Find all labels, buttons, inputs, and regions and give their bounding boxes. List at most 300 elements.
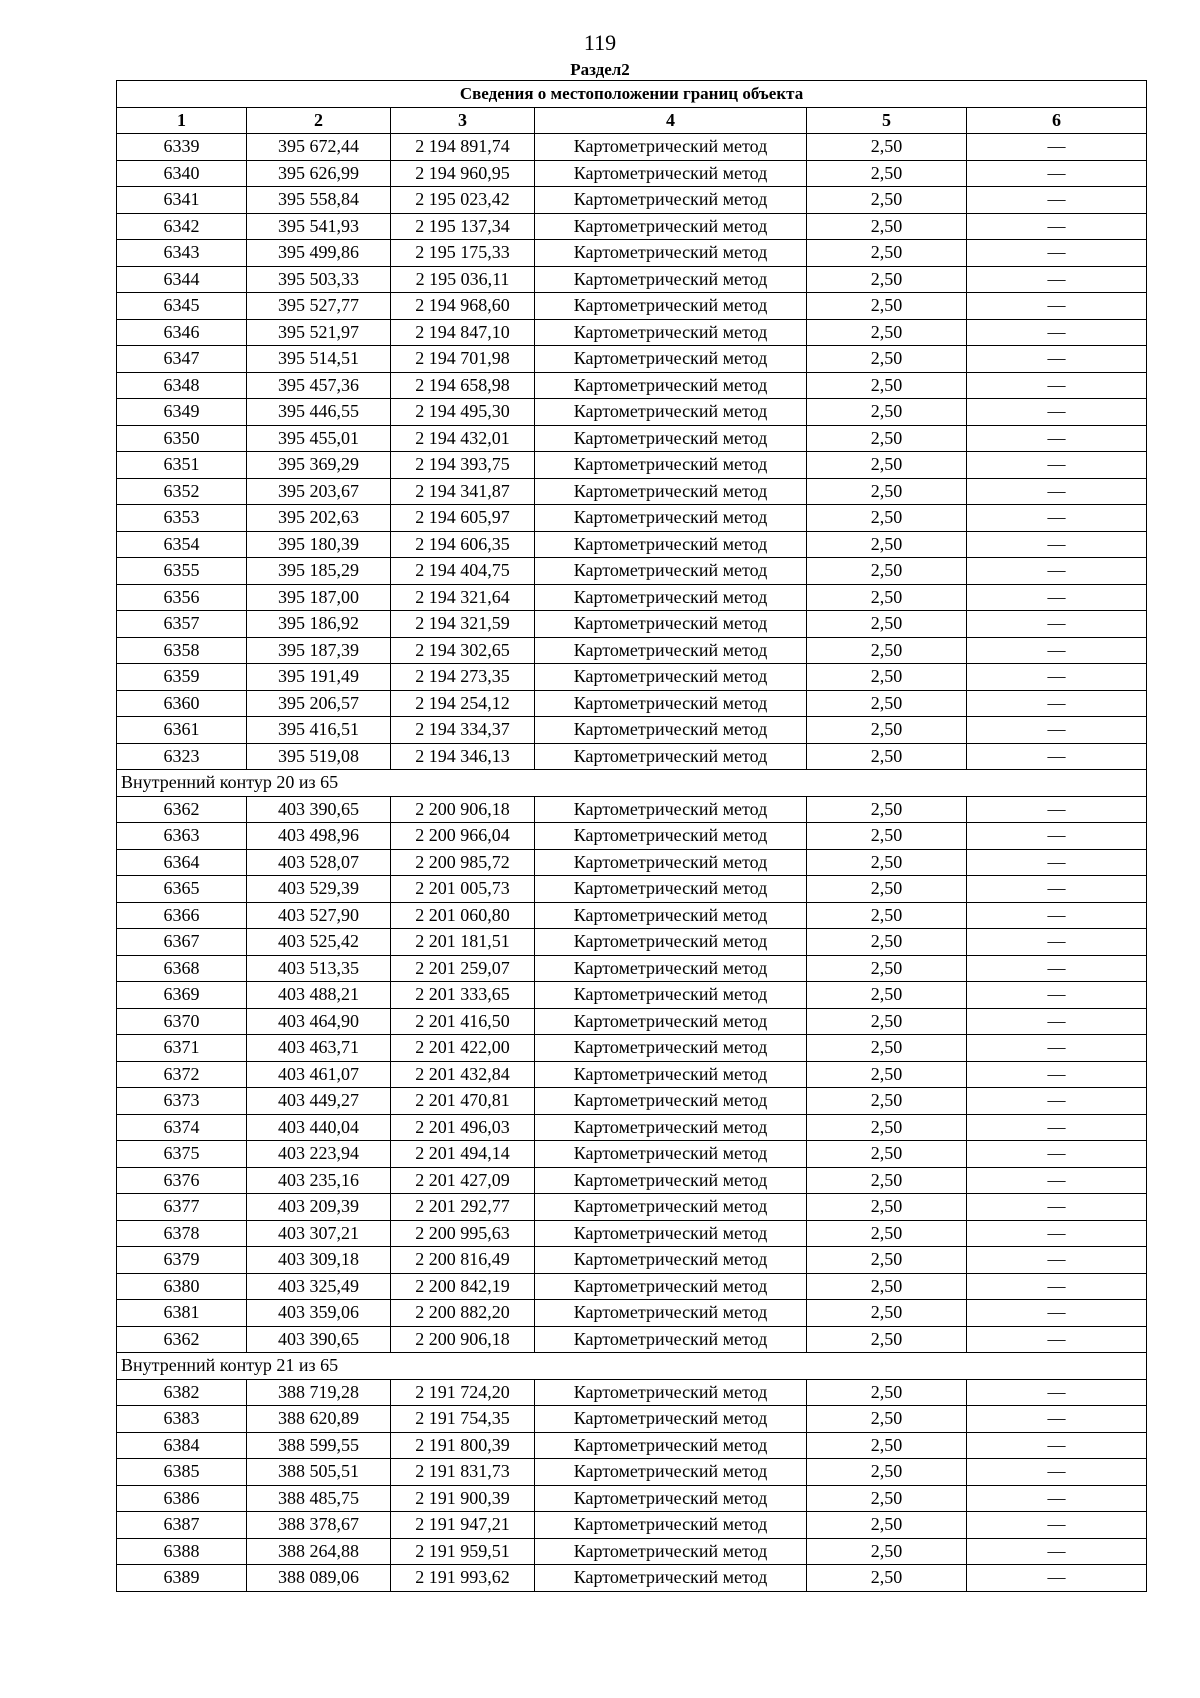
x-coordinate-cell: 395 416,51 [247,717,391,744]
description-cell: — [967,1220,1147,1247]
method-cell: Картометрический метод [535,372,807,399]
table-row [117,1379,1147,1406]
accuracy-cell: 2,50 [807,1459,967,1486]
x-coordinate-cell: 395 503,33 [247,266,391,293]
x-coordinate-cell: 403 461,07 [247,1061,391,1088]
y-coordinate-cell: 2 201 181,51 [391,929,535,956]
table-row [117,425,1147,452]
table-row [117,611,1147,638]
accuracy-cell: 2,50 [807,1194,967,1221]
table-row [117,823,1147,850]
x-coordinate-cell: 388 089,06 [247,1565,391,1592]
accuracy-cell: 2,50 [807,319,967,346]
point-number-cell: 6382 [117,1379,247,1406]
description-cell: — [967,929,1147,956]
method-cell: Картометрический метод [535,505,807,532]
point-number-cell: 6344 [117,266,247,293]
accuracy-cell: 2,50 [807,584,967,611]
x-coordinate-cell: 395 672,44 [247,134,391,161]
point-number-cell: 6380 [117,1273,247,1300]
method-cell: Картометрический метод [535,399,807,426]
contour-group-label: Внутренний контур 20 из 65 [117,770,1147,797]
point-number-cell: 6360 [117,690,247,717]
x-coordinate-cell: 403 223,94 [247,1141,391,1168]
y-coordinate-cell: 2 200 882,20 [391,1300,535,1327]
y-coordinate-cell: 2 200 985,72 [391,849,535,876]
description-cell: — [967,1300,1147,1327]
point-number-cell: 6368 [117,955,247,982]
y-coordinate-cell: 2 201 292,77 [391,1194,535,1221]
description-cell: — [967,902,1147,929]
y-coordinate-cell: 2 191 959,51 [391,1538,535,1565]
description-cell: — [967,240,1147,267]
page-number: 119 [583,30,617,55]
method-cell: Картометрический метод [535,1406,807,1433]
x-coordinate-cell: 395 202,63 [247,505,391,532]
description-cell: — [967,1485,1147,1512]
point-number-cell: 6386 [117,1485,247,1512]
point-number-cell: 6374 [117,1114,247,1141]
table-row [117,372,1147,399]
method-cell: Картометрический метод [535,266,807,293]
description-cell: — [967,1194,1147,1221]
table-row [117,1088,1147,1115]
table-row [117,1459,1147,1486]
description-cell: — [967,1088,1147,1115]
accuracy-cell: 2,50 [807,399,967,426]
x-coordinate-cell: 395 191,49 [247,664,391,691]
method-cell: Картометрический метод [535,1194,807,1221]
x-coordinate-cell: 403 463,71 [247,1035,391,1062]
accuracy-cell: 2,50 [807,1247,967,1274]
point-number-cell: 6369 [117,982,247,1009]
accuracy-cell: 2,50 [807,849,967,876]
point-number-cell: 6343 [117,240,247,267]
table-row [117,1538,1147,1565]
x-coordinate-cell: 403 235,16 [247,1167,391,1194]
point-number-cell: 6377 [117,1194,247,1221]
table-row [117,1035,1147,1062]
y-coordinate-cell: 2 201 427,09 [391,1167,535,1194]
table-row [117,558,1147,585]
point-number-cell: 6341 [117,187,247,214]
method-cell: Картометрический метод [535,1273,807,1300]
x-coordinate-cell: 395 180,39 [247,531,391,558]
point-number-cell: 6356 [117,584,247,611]
y-coordinate-cell: 2 200 842,19 [391,1273,535,1300]
x-coordinate-cell: 395 521,97 [247,319,391,346]
point-number-cell: 6351 [117,452,247,479]
table-row [117,584,1147,611]
accuracy-cell: 2,50 [807,346,967,373]
table-caption: Сведения о местоположении границ объекта [117,81,1147,108]
description-cell: — [967,1141,1147,1168]
method-cell: Картометрический метод [535,1008,807,1035]
column-header: 2 [247,107,391,134]
accuracy-cell: 2,50 [807,531,967,558]
contour-group-row [117,1353,1147,1380]
method-cell: Картометрический метод [535,717,807,744]
y-coordinate-cell: 2 195 175,33 [391,240,535,267]
description-cell: — [967,478,1147,505]
y-coordinate-cell: 2 194 495,30 [391,399,535,426]
contour-group-row [117,770,1147,797]
x-coordinate-cell: 403 307,21 [247,1220,391,1247]
description-cell: — [967,1512,1147,1539]
table-header-row [117,107,1147,134]
description-cell: — [967,452,1147,479]
accuracy-cell: 2,50 [807,558,967,585]
y-coordinate-cell: 2 191 900,39 [391,1485,535,1512]
accuracy-cell: 2,50 [807,955,967,982]
table-row [117,1565,1147,1592]
description-cell: — [967,849,1147,876]
table-row [117,1247,1147,1274]
table-row [117,293,1147,320]
y-coordinate-cell: 2 194 334,37 [391,717,535,744]
point-number-cell: 6359 [117,664,247,691]
x-coordinate-cell: 403 440,04 [247,1114,391,1141]
description-cell: — [967,1538,1147,1565]
table-row [117,1194,1147,1221]
point-number-cell: 6362 [117,1326,247,1353]
method-cell: Картометрический метод [535,982,807,1009]
table-row [117,955,1147,982]
table-row [117,187,1147,214]
point-number-cell: 6370 [117,1008,247,1035]
description-cell: — [967,1379,1147,1406]
y-coordinate-cell: 2 194 341,87 [391,478,535,505]
description-cell: — [967,1459,1147,1486]
method-cell: Картометрический метод [535,1379,807,1406]
y-coordinate-cell: 2 194 302,65 [391,637,535,664]
method-cell: Картометрический метод [535,425,807,452]
accuracy-cell: 2,50 [807,1008,967,1035]
y-coordinate-cell: 2 194 321,64 [391,584,535,611]
y-coordinate-cell: 2 194 968,60 [391,293,535,320]
accuracy-cell: 2,50 [807,1538,967,1565]
point-number-cell: 6385 [117,1459,247,1486]
table-row [117,505,1147,532]
x-coordinate-cell: 395 446,55 [247,399,391,426]
y-coordinate-cell: 2 195 036,11 [391,266,535,293]
table-row [117,240,1147,267]
column-header: 4 [535,107,807,134]
point-number-cell: 6361 [117,717,247,744]
description-cell: — [967,266,1147,293]
y-coordinate-cell: 2 194 658,98 [391,372,535,399]
point-number-cell: 6367 [117,929,247,956]
accuracy-cell: 2,50 [807,1565,967,1592]
point-number-cell: 6387 [117,1512,247,1539]
accuracy-cell: 2,50 [807,1379,967,1406]
table-row [117,1406,1147,1433]
method-cell: Картометрический метод [535,1512,807,1539]
table-row [117,319,1147,346]
method-cell: Картометрический метод [535,690,807,717]
method-cell: Картометрический метод [535,478,807,505]
accuracy-cell: 2,50 [807,452,967,479]
method-cell: Картометрический метод [535,1485,807,1512]
x-coordinate-cell: 395 455,01 [247,425,391,452]
boundary-coordinates-table [116,80,1147,1592]
description-cell: — [967,982,1147,1009]
method-cell: Картометрический метод [535,452,807,479]
point-number-cell: 6373 [117,1088,247,1115]
accuracy-cell: 2,50 [807,796,967,823]
x-coordinate-cell: 403 498,96 [247,823,391,850]
x-coordinate-cell: 403 390,65 [247,796,391,823]
table-row [117,1061,1147,1088]
description-cell: — [967,425,1147,452]
table-row [117,1114,1147,1141]
point-number-cell: 6358 [117,637,247,664]
table-row [117,849,1147,876]
x-coordinate-cell: 395 369,29 [247,452,391,479]
table-row [117,637,1147,664]
accuracy-cell: 2,50 [807,240,967,267]
y-coordinate-cell: 2 191 947,21 [391,1512,535,1539]
point-number-cell: 6347 [117,346,247,373]
accuracy-cell: 2,50 [807,929,967,956]
point-number-cell: 6379 [117,1247,247,1274]
description-cell: — [967,637,1147,664]
accuracy-cell: 2,50 [807,1406,967,1433]
accuracy-cell: 2,50 [807,478,967,505]
accuracy-cell: 2,50 [807,1141,967,1168]
description-cell: — [967,1061,1147,1088]
method-cell: Картометрический метод [535,1141,807,1168]
y-coordinate-cell: 2 201 333,65 [391,982,535,1009]
description-cell: — [967,1432,1147,1459]
y-coordinate-cell: 2 194 847,10 [391,319,535,346]
point-number-cell: 6381 [117,1300,247,1327]
y-coordinate-cell: 2 191 800,39 [391,1432,535,1459]
point-number-cell: 6345 [117,293,247,320]
description-cell: — [967,690,1147,717]
accuracy-cell: 2,50 [807,823,967,850]
x-coordinate-cell: 388 264,88 [247,1538,391,1565]
x-coordinate-cell: 395 185,29 [247,558,391,585]
accuracy-cell: 2,50 [807,1512,967,1539]
point-number-cell: 6376 [117,1167,247,1194]
method-cell: Картометрический метод [535,743,807,770]
accuracy-cell: 2,50 [807,1432,967,1459]
accuracy-cell: 2,50 [807,505,967,532]
point-number-cell: 6378 [117,1220,247,1247]
point-number-cell: 6346 [117,319,247,346]
accuracy-cell: 2,50 [807,876,967,903]
description-cell: — [967,505,1147,532]
accuracy-cell: 2,50 [807,743,967,770]
y-coordinate-cell: 2 195 023,42 [391,187,535,214]
section-title: Раздел2 [570,60,630,79]
description-cell: — [967,717,1147,744]
y-coordinate-cell: 2 194 960,95 [391,160,535,187]
method-cell: Картометрический метод [535,1035,807,1062]
accuracy-cell: 2,50 [807,902,967,929]
table-row [117,266,1147,293]
method-cell: Картометрический метод [535,213,807,240]
point-number-cell: 6371 [117,1035,247,1062]
accuracy-cell: 2,50 [807,637,967,664]
method-cell: Картометрический метод [535,955,807,982]
description-cell: — [967,558,1147,585]
description-cell: — [967,1273,1147,1300]
method-cell: Картометрический метод [535,1247,807,1274]
point-number-cell: 6323 [117,743,247,770]
y-coordinate-cell: 2 191 993,62 [391,1565,535,1592]
table-row [117,664,1147,691]
description-cell: — [967,664,1147,691]
method-cell: Картометрический метод [535,1300,807,1327]
x-coordinate-cell: 403 525,42 [247,929,391,956]
x-coordinate-cell: 395 203,67 [247,478,391,505]
point-number-cell: 6342 [117,213,247,240]
x-coordinate-cell: 395 519,08 [247,743,391,770]
table-row [117,1300,1147,1327]
accuracy-cell: 2,50 [807,160,967,187]
y-coordinate-cell: 2 201 494,14 [391,1141,535,1168]
method-cell: Картометрический метод [535,293,807,320]
description-cell: — [967,372,1147,399]
x-coordinate-cell: 388 505,51 [247,1459,391,1486]
point-number-cell: 6348 [117,372,247,399]
description-cell: — [967,134,1147,161]
method-cell: Картометрический метод [535,823,807,850]
method-cell: Картометрический метод [535,664,807,691]
table-row [117,213,1147,240]
y-coordinate-cell: 2 194 273,35 [391,664,535,691]
y-coordinate-cell: 2 194 606,35 [391,531,535,558]
description-cell: — [967,955,1147,982]
table-body [117,134,1147,1592]
description-cell: — [967,531,1147,558]
y-coordinate-cell: 2 201 259,07 [391,955,535,982]
accuracy-cell: 2,50 [807,213,967,240]
point-number-cell: 6389 [117,1565,247,1592]
description-cell: — [967,1114,1147,1141]
point-number-cell: 6355 [117,558,247,585]
description-cell: — [967,743,1147,770]
table-row [117,399,1147,426]
table-row [117,1432,1147,1459]
description-cell: — [967,1326,1147,1353]
x-coordinate-cell: 403 325,49 [247,1273,391,1300]
table-row [117,160,1147,187]
x-coordinate-cell: 403 449,27 [247,1088,391,1115]
y-coordinate-cell: 2 194 321,59 [391,611,535,638]
accuracy-cell: 2,50 [807,611,967,638]
accuracy-cell: 2,50 [807,1300,967,1327]
description-cell: — [967,823,1147,850]
contour-group-label: Внутренний контур 21 из 65 [117,1353,1147,1380]
accuracy-cell: 2,50 [807,134,967,161]
point-number-cell: 6339 [117,134,247,161]
description-cell: — [967,346,1147,373]
x-coordinate-cell: 403 209,39 [247,1194,391,1221]
y-coordinate-cell: 2 201 005,73 [391,876,535,903]
y-coordinate-cell: 2 200 995,63 [391,1220,535,1247]
table-row [117,1485,1147,1512]
x-coordinate-cell: 403 390,65 [247,1326,391,1353]
table-row [117,1273,1147,1300]
x-coordinate-cell: 403 359,06 [247,1300,391,1327]
y-coordinate-cell: 2 201 416,50 [391,1008,535,1035]
accuracy-cell: 2,50 [807,982,967,1009]
accuracy-cell: 2,50 [807,187,967,214]
accuracy-cell: 2,50 [807,1220,967,1247]
method-cell: Картометрический метод [535,902,807,929]
point-number-cell: 6364 [117,849,247,876]
table-row [117,982,1147,1009]
point-number-cell: 6340 [117,160,247,187]
accuracy-cell: 2,50 [807,664,967,691]
description-cell: — [967,160,1147,187]
y-coordinate-cell: 2 194 254,12 [391,690,535,717]
method-cell: Картометрический метод [535,796,807,823]
point-number-cell: 6366 [117,902,247,929]
y-coordinate-cell: 2 200 816,49 [391,1247,535,1274]
description-cell: — [967,1565,1147,1592]
method-cell: Картометрический метод [535,876,807,903]
accuracy-cell: 2,50 [807,717,967,744]
x-coordinate-cell: 395 186,92 [247,611,391,638]
accuracy-cell: 2,50 [807,1326,967,1353]
x-coordinate-cell: 395 558,84 [247,187,391,214]
description-cell: — [967,1008,1147,1035]
method-cell: Картометрический метод [535,1114,807,1141]
y-coordinate-cell: 2 200 906,18 [391,1326,535,1353]
x-coordinate-cell: 395 499,86 [247,240,391,267]
accuracy-cell: 2,50 [807,1485,967,1512]
method-cell: Картометрический метод [535,531,807,558]
point-number-cell: 6372 [117,1061,247,1088]
x-coordinate-cell: 395 187,00 [247,584,391,611]
method-cell: Картометрический метод [535,160,807,187]
table-row [117,690,1147,717]
y-coordinate-cell: 2 195 137,34 [391,213,535,240]
method-cell: Картометрический метод [535,929,807,956]
description-cell: — [967,1167,1147,1194]
method-cell: Картометрический метод [535,1459,807,1486]
y-coordinate-cell: 2 194 891,74 [391,134,535,161]
x-coordinate-cell: 403 529,39 [247,876,391,903]
column-header: 5 [807,107,967,134]
method-cell: Картометрический метод [535,1432,807,1459]
table-row [117,346,1147,373]
method-cell: Картометрический метод [535,1167,807,1194]
x-coordinate-cell: 388 485,75 [247,1485,391,1512]
method-cell: Картометрический метод [535,849,807,876]
point-number-cell: 6383 [117,1406,247,1433]
table-row [117,902,1147,929]
x-coordinate-cell: 395 527,77 [247,293,391,320]
point-number-cell: 6353 [117,505,247,532]
y-coordinate-cell: 2 194 393,75 [391,452,535,479]
table-row [117,452,1147,479]
y-coordinate-cell: 2 200 966,04 [391,823,535,850]
y-coordinate-cell: 2 191 754,35 [391,1406,535,1433]
method-cell: Картометрический метод [535,1088,807,1115]
x-coordinate-cell: 388 719,28 [247,1379,391,1406]
table-row [117,796,1147,823]
y-coordinate-cell: 2 201 432,84 [391,1061,535,1088]
method-cell: Картометрический метод [535,558,807,585]
method-cell: Картометрический метод [535,611,807,638]
accuracy-cell: 2,50 [807,425,967,452]
table-row [117,1512,1147,1539]
